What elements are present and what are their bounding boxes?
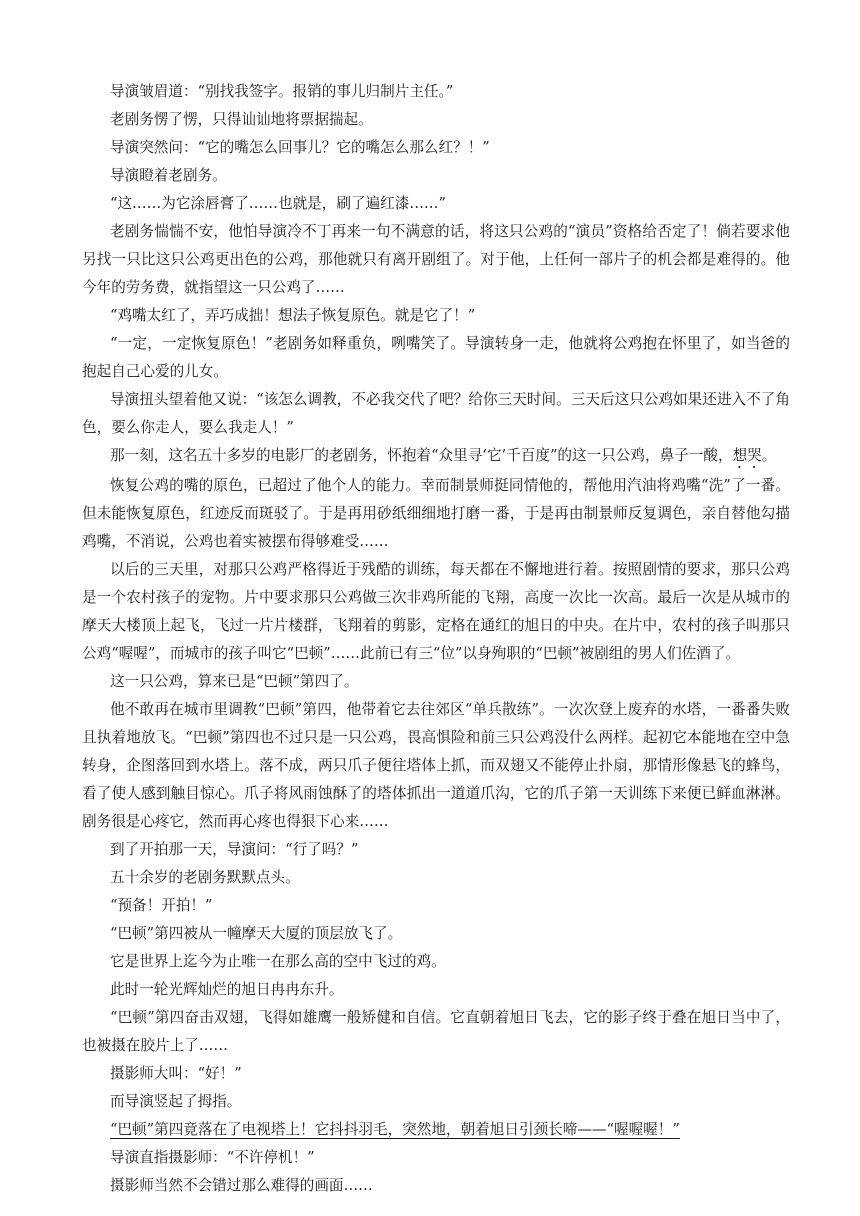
paragraph: 以后的三天里，对那只公鸡严格得近于残酷的训练，每天都在不懈地进行着。按照剧情的要求，那只公鸡是一个农村孩子的宠物。片中要求那只公鸡做三次非鸡所能的飞翔，高度一次比一次高。最后一次是从城市的摩天大楼顶上起飞，飞过一片片楼群，飞翔着的剪影，定格在通红的旭日的中央。在片中，农村的孩子叫那只公鸡“喔喔”，而城市的孩子叫它“巴顿”……此前已有三“位”以身殉职的“巴顿”被剧组的男人们佐酒了。 <box>82 561 790 662</box>
emphasized-phrase: 想哭 <box>732 447 762 464</box>
underlined-sentence: “巴顿”第四竟落在了电视塔上！它抖抖羽毛，突然地，朝着旭日引颈长啼——“喔喔喔！” <box>110 1121 680 1138</box>
paragraph: 而导演竖起了拇指。 <box>110 1093 242 1110</box>
paragraph: 这一只公鸡，算来已是“巴顿”第四了。 <box>110 673 359 690</box>
paragraph: 摄影师大叫：“好！” <box>110 1065 242 1082</box>
paragraph: 此时一轮光辉灿烂的旭日冉冉东升。 <box>110 981 344 998</box>
paragraph: 老剧务惴惴不安，他怕导演冷不丁再来一句不满意的话，将这只公鸡的“演员”资格给否定了！倘若要求他另找一只比这只公鸡更出色的公鸡，那他就只有离开剧组了。对于他，上任何一部片子的机会都是难得的。他今年的劳务费，就指望这一只公鸡了…… <box>82 223 790 296</box>
paragraph: “巴顿”第四奋击双翅，飞得如雄鹰一般矫健和自信。它直朝着旭日飞去，它的影子终于叠在旭日当中了，也被摄在胶片上了…… <box>82 1009 790 1054</box>
paragraph: 导演突然问：“它的嘴怎么回事儿？它的嘴怎么那么红？！” <box>110 139 490 156</box>
paragraph: 导演扭头望着他又说：“该怎么调教，不必我交代了吧？给你三天时间。三天后这只公鸡如果还进入不了角色，要么你走人，要么我走人！” <box>82 391 790 436</box>
underlined-paragraph <box>110 1116 790 1144</box>
paragraph-with-emphasis <box>82 442 790 472</box>
paragraph-text: 。 <box>761 447 777 464</box>
paragraph: “巴顿”第四被从一幢摩天大厦的顶层放飞了。 <box>110 925 403 942</box>
paragraph: 摄影师当然不会错过那么难得的画面…… <box>110 1177 373 1194</box>
paragraph: 恢复公鸡的嘴的原色，已超过了他个人的能力。幸而制景师挺同情他的，帮他用汽油将鸡嘴“洗”了一番。但未能恢复原色，红迹反而斑驳了。于是再用砂纸细细地打磨一番，于是再由制景师反复调色，亲自替他勾描鸡嘴，不消说，公鸡也着实被摆布得够难受…… <box>82 477 790 550</box>
paragraph: “这……为它涂唇膏了……也就是，刷了遍红漆……” <box>110 195 446 212</box>
paragraph: 导演皱眉道：“别找我签字。报销的事儿归制片主任。” <box>110 83 454 100</box>
paragraph: 五十余岁的老剧务默默点头。 <box>110 869 300 886</box>
paragraph: 导演直指摄影师：“不许停机！” <box>110 1149 315 1166</box>
paragraph: 到了开拍那一天，导演问：“行了吗？” <box>110 841 359 858</box>
paragraph: “鸡嘴太红了，弄巧成拙！想法子恢复原色。就是它了！” <box>110 307 476 324</box>
paragraph: 老剧务愣了愣，只得讪讪地将票据揣起。 <box>110 111 373 128</box>
paragraph: 导演瞪着老剧务。 <box>110 167 227 184</box>
paragraph: “一定，一定恢复原色！”老剧务如释重负，咧嘴笑了。导演转身一走，他就将公鸡抱在怀里了，如当爸的抱起自己心爱的儿女。 <box>82 335 790 380</box>
paragraph-text: 那一刻，这名五十多岁的电影厂的老剧务，怀抱着“众里寻‘它’千百度”的这一只公鸡，鼻子一酸， <box>110 447 733 464</box>
paragraph: “预备！开拍！” <box>110 897 213 914</box>
paragraph: 它是世界上迄今为止唯一在那么高的空中飞过的鸡。 <box>110 953 446 970</box>
paragraph: 他不敢再在城市里调教“巴顿”第四，他带着它去往郊区“单兵散练”。一次次登上废弃的水塔，一番番失败且执着地放飞。“巴顿”第四也不过只是一只公鸡，畏高惧险和前三只公鸡没什么两样。起初它本能地在空中急转身，企图落回到水塔上。落不成，两只爪子便往塔体上抓，而双翅又不能停止扑扇，那情形像悬飞的蜂鸟，看了使人感到触目惊心。爪子将风雨蚀酥了的塔体抓出一道道爪沟，它的爪子第一天训练下来便已鲜血淋淋。剧务很是心疼它，然而再心疼也得狠下心来…… <box>82 701 790 830</box>
